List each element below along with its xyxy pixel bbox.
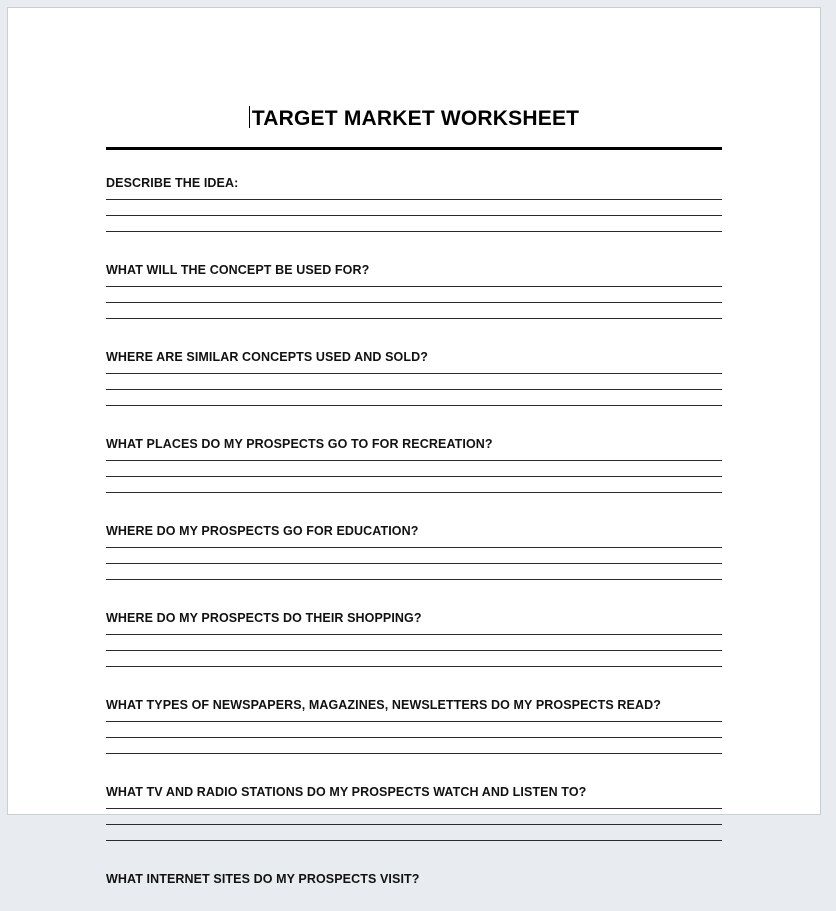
answer-line[interactable] — [106, 405, 722, 421]
answer-lines[interactable] — [106, 286, 722, 334]
question-label: WHAT INTERNET SITES DO MY PROSPECTS VISIT? — [106, 872, 420, 886]
document-page — [8, 8, 820, 886]
page-title: TARGET MARKET WORKSHEET — [251, 107, 580, 130]
answer-line[interactable] — [106, 476, 722, 492]
question-label: WHERE DO MY PROSPECTS GO FOR EDUCATION? — [106, 524, 419, 538]
question-block — [106, 263, 722, 334]
answer-line[interactable] — [106, 737, 722, 753]
answer-lines[interactable] — [106, 460, 722, 508]
question-label: DESCRIBE THE IDEA: — [106, 176, 239, 190]
answer-lines[interactable] — [106, 547, 722, 595]
document-body — [8, 8, 820, 911]
answer-line[interactable] — [106, 666, 722, 682]
answer-line[interactable] — [106, 721, 722, 737]
answer-line[interactable] — [106, 318, 722, 334]
question-label: WHAT TV AND RADIO STATIONS DO MY PROSPECTS WATCH AND LISTEN TO? — [106, 785, 587, 799]
question-label: WHERE DO MY PROSPECTS DO THEIR SHOPPING? — [106, 611, 422, 625]
answer-lines[interactable] — [106, 808, 722, 856]
question-block — [106, 698, 722, 769]
answer-lines[interactable] — [106, 634, 722, 682]
question-label: WHAT TYPES OF NEWSPAPERS, MAGAZINES, NEWSLETTERS DO MY PROSPECTS READ? — [106, 698, 661, 712]
answer-line[interactable] — [106, 215, 722, 231]
question-block — [106, 437, 722, 508]
question-block — [106, 872, 722, 895]
answer-line[interactable] — [106, 199, 722, 215]
question-label: WHAT PLACES DO MY PROSPECTS GO TO FOR RECREATION? — [106, 437, 493, 451]
answer-line[interactable] — [106, 373, 722, 389]
text-cursor — [249, 106, 250, 128]
question-block — [106, 611, 722, 682]
answer-line[interactable] — [106, 753, 722, 769]
question-block — [106, 176, 722, 247]
answer-line[interactable] — [106, 389, 722, 405]
answer-line[interactable] — [106, 302, 722, 318]
answer-line[interactable] — [106, 634, 722, 650]
question-label: WHAT WILL THE CONCEPT BE USED FOR? — [106, 263, 370, 277]
answer-lines[interactable] — [106, 721, 722, 769]
question-block — [106, 785, 722, 856]
answer-line[interactable] — [106, 231, 722, 247]
answer-line[interactable] — [106, 286, 722, 302]
answer-line[interactable] — [106, 808, 722, 824]
question-block — [106, 524, 722, 595]
answer-line[interactable] — [106, 563, 722, 579]
answer-line[interactable] — [106, 840, 722, 856]
document-title-row — [8, 103, 820, 131]
answer-line[interactable] — [106, 492, 722, 508]
answer-line[interactable] — [106, 547, 722, 563]
answer-lines[interactable] — [106, 373, 722, 421]
question-block — [106, 350, 722, 421]
answer-line[interactable] — [106, 579, 722, 595]
answer-lines[interactable] — [106, 199, 722, 247]
answer-line[interactable] — [106, 460, 722, 476]
question-label: WHERE ARE SIMILAR CONCEPTS USED AND SOLD? — [106, 350, 428, 364]
answer-line[interactable] — [106, 650, 722, 666]
worksheet-questions — [106, 150, 722, 895]
answer-line[interactable] — [106, 824, 722, 840]
